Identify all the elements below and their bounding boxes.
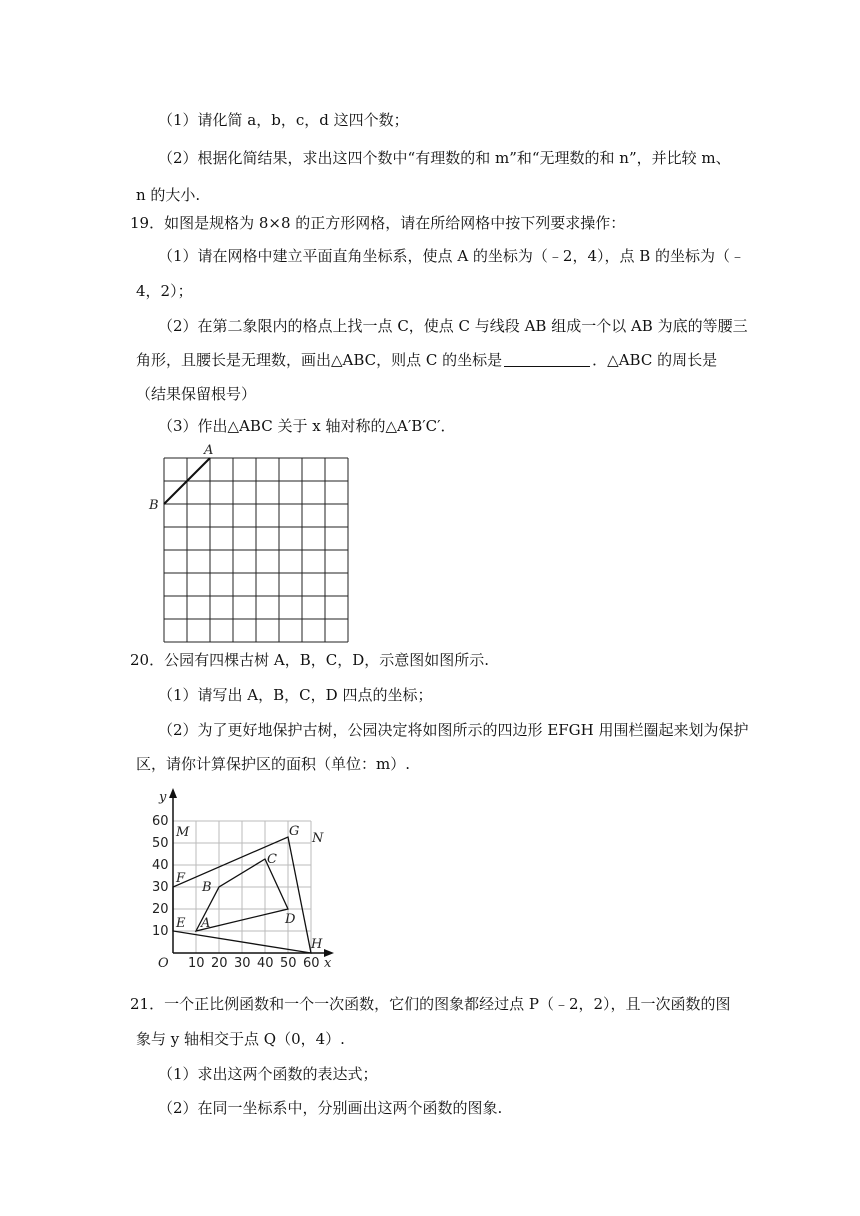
y-tick: 40 bbox=[152, 858, 169, 873]
point-c-label: C bbox=[267, 852, 277, 867]
q19-part2-text-after-blank: ．△ABC 的周长是 bbox=[592, 351, 718, 369]
point-a-label: A bbox=[201, 916, 211, 931]
axis-y-label: y bbox=[159, 790, 167, 805]
x-tick: 60 bbox=[303, 956, 320, 971]
q19-part3: （3）作出△ABC 关于 x 轴对称的△A′B′C′． bbox=[158, 417, 456, 435]
park-grid bbox=[173, 821, 311, 953]
answer-blank[interactable] bbox=[504, 352, 590, 367]
q19-part2-line3: （结果保留根号） bbox=[136, 385, 257, 403]
point-g-label: G bbox=[289, 824, 300, 839]
x-tick: 50 bbox=[280, 956, 297, 971]
y-tick: 50 bbox=[152, 836, 169, 851]
q19-part2-line1: （2）在第二象限内的格点上找一点 C，使点 C 与线段 AB 组成一个以 AB 为底的等腰三 bbox=[158, 317, 748, 335]
q20-part2-line2: 区，请你计算保护区的面积（单位：m）. bbox=[136, 755, 410, 773]
q21-part1: （1）求出这两个函数的表达式； bbox=[158, 1065, 378, 1083]
q18-part2-line2: n 的大小. bbox=[136, 186, 201, 204]
y-tick: 20 bbox=[152, 902, 169, 917]
x-tick: 20 bbox=[211, 956, 228, 971]
q21-part2: （2）在同一坐标系中，分别画出这两个函数的图象. bbox=[158, 1099, 503, 1117]
label-a: A bbox=[204, 443, 214, 458]
y-tick: 10 bbox=[152, 924, 169, 939]
q19-part1-line1: （1）请在网格中建立平面直角坐标系，使点 A 的坐标为（﹣2，4），点 B 的坐标为（﹣ bbox=[158, 247, 746, 265]
y-tick: 60 bbox=[152, 814, 169, 829]
q21-stem-line2: 象与 y 轴相交于点 Q（0，4）. bbox=[136, 1030, 345, 1048]
q19-part1-line2: 4，2）； bbox=[136, 282, 193, 300]
point-h-label: H bbox=[311, 937, 323, 952]
q20-part2-line1: （2）为了更好地保护古树，公园决定将如图所示的四边形 EFGH 用围栏圈起来划为保护 bbox=[158, 721, 749, 739]
q21-stem-line1: 21．一个正比例函数和一个一次函数，它们的图象都经过点 P（﹣2，2），且一次函数的图 bbox=[130, 995, 731, 1013]
q19-part2-line2 bbox=[136, 350, 717, 370]
label-b: B bbox=[149, 498, 159, 513]
grid-figure bbox=[140, 440, 360, 650]
origin-label: O bbox=[158, 956, 169, 971]
point-n-label: N bbox=[312, 831, 324, 846]
grid-lines bbox=[164, 458, 348, 642]
q19-part2-text-before-blank: 角形，且腰长是无理数，画出△ABC，则点 C 的坐标是 bbox=[136, 351, 503, 369]
x-tick: 40 bbox=[257, 956, 274, 971]
x-tick: 30 bbox=[234, 956, 251, 971]
q18-part1: （1）请化简 a，b，c，d 这四个数； bbox=[158, 111, 409, 129]
park-figure bbox=[140, 785, 350, 975]
point-m-label: M bbox=[176, 825, 190, 840]
point-d-label: D bbox=[285, 912, 296, 927]
q18-part2-line1: （2）根据化简结果，求出这四个数中“有理数的和 m”和“无理数的和 n”，并比较 m、 bbox=[158, 149, 731, 167]
point-f-label: F bbox=[176, 871, 186, 886]
x-tick: 10 bbox=[188, 956, 205, 971]
y-tick: 30 bbox=[152, 880, 169, 895]
point-b-label: B bbox=[202, 880, 212, 895]
axis-x-label: x bbox=[324, 956, 332, 971]
q19-stem: 19．如图是规格为 8×8 的正方形网格，请在所给网格中按下列要求操作： bbox=[130, 214, 626, 232]
q20-stem: 20．公园有四棵古树 A，B，C，D，示意图如图所示. bbox=[130, 651, 489, 669]
q20-part1: （1）请写出 A，B，C，D 四点的坐标； bbox=[158, 686, 433, 704]
park-axes bbox=[169, 788, 334, 957]
point-e-label: E bbox=[176, 916, 186, 931]
